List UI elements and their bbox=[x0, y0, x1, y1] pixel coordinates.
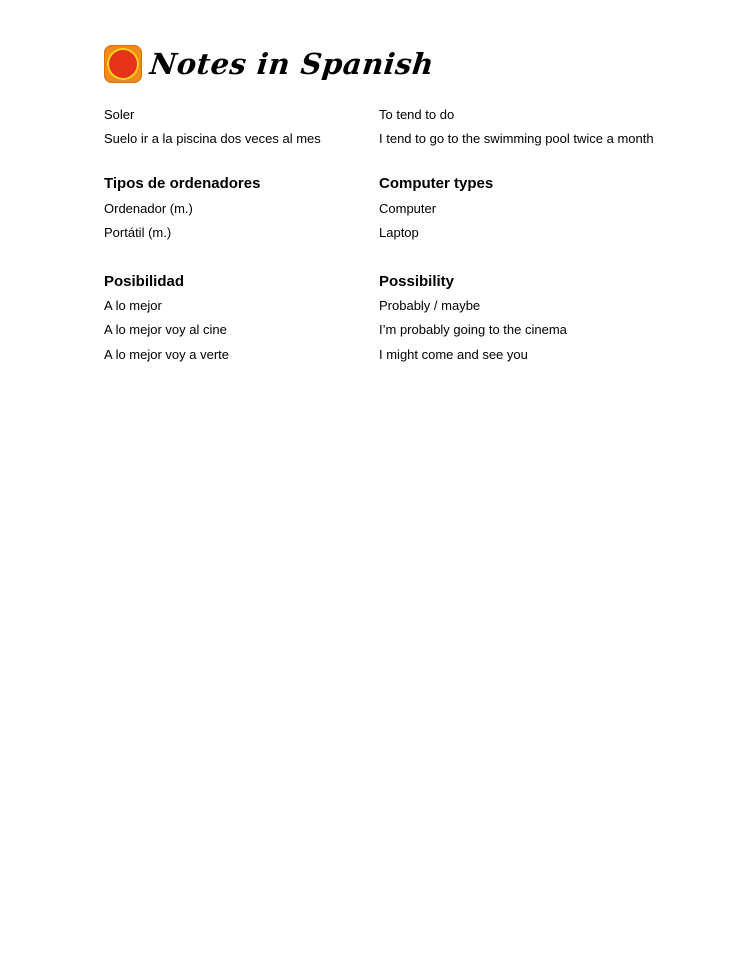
english-translation: I tend to go to the swimming pool twice a month bbox=[379, 131, 654, 146]
vocab-row bbox=[104, 320, 664, 340]
vocab-row bbox=[104, 199, 664, 219]
logo-text: Notes in Spanish bbox=[148, 46, 436, 81]
spanish-term: Ordenador (m.) bbox=[104, 201, 193, 216]
section-heading-row bbox=[104, 174, 664, 194]
logo-circle-icon bbox=[109, 50, 137, 78]
section-heading-row bbox=[104, 272, 664, 292]
spanish-term: A lo mejor voy a verte bbox=[104, 347, 229, 362]
vocab-row bbox=[104, 345, 664, 365]
english-translation: I might come and see you bbox=[379, 347, 528, 362]
vocab-row bbox=[104, 129, 664, 149]
spanish-term: Suelo ir a la piscina dos veces al mes bbox=[104, 131, 321, 146]
spanish-term: Soler bbox=[104, 107, 135, 122]
section-heading-english: Computer types bbox=[379, 175, 494, 192]
english-translation: Probably / maybe bbox=[379, 298, 481, 313]
english-translation: Laptop bbox=[379, 225, 419, 240]
section-heading-spanish: Posibilidad bbox=[104, 273, 185, 290]
english-translation: I’m probably going to the cinema bbox=[379, 322, 567, 337]
spanish-term: Portátil (m.) bbox=[104, 225, 172, 240]
section-heading-english: Possibility bbox=[379, 273, 455, 290]
vocab-row bbox=[104, 105, 664, 125]
vocab-row bbox=[104, 296, 664, 316]
vocab-row bbox=[104, 223, 664, 243]
section-heading-spanish: Tipos de ordenadores bbox=[104, 175, 261, 192]
spanish-term: A lo mejor bbox=[104, 298, 162, 313]
english-translation: Computer bbox=[379, 201, 437, 216]
notes-in-spanish-logo bbox=[104, 42, 434, 86]
logo-icon bbox=[104, 45, 142, 83]
spanish-term: A lo mejor voy al cine bbox=[104, 322, 227, 337]
english-translation: To tend to do bbox=[379, 107, 455, 122]
